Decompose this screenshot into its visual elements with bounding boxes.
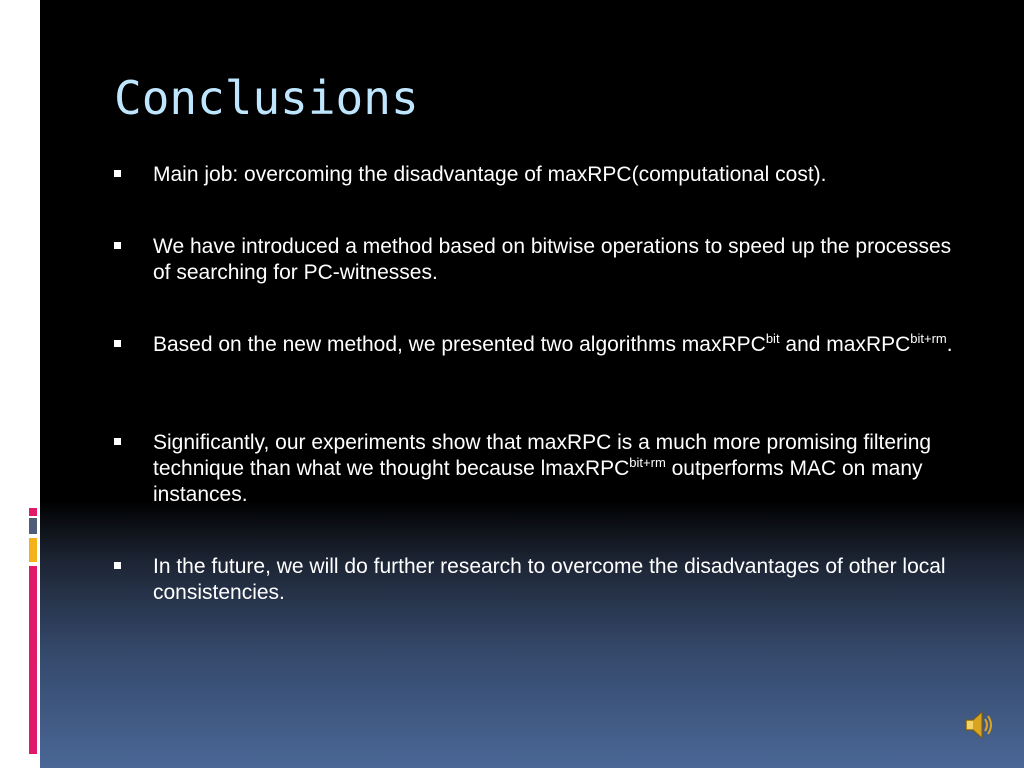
bullet-marker-icon (114, 242, 121, 249)
bullet-text-mid: and maxRPC (779, 333, 911, 356)
accent-bar-pink-long (29, 566, 37, 754)
superscript: bit (765, 331, 780, 346)
accent-bar-pink-small (29, 508, 37, 516)
bullet-text-pre: Based on the new method, we presented two algorithms maxRPC (153, 333, 766, 356)
bullet-item (114, 332, 953, 358)
accent-bar-gold (29, 538, 37, 562)
bullet-marker-icon (114, 170, 121, 177)
bullet-marker-icon (114, 562, 121, 569)
slide-title: Conclusions (114, 71, 419, 125)
bullet-item (114, 234, 964, 286)
bullet-text: Main job: overcoming the disadvantage of maxRPC(computational cost). (153, 163, 827, 186)
bullet-marker-icon (114, 340, 121, 347)
bullet-text: In the future, we will do further research to overcome the disadvantages of other local consistencies. (153, 555, 946, 604)
superscript: bit+rm (910, 331, 947, 346)
accent-bar-gray (29, 518, 37, 534)
bullet-item (114, 430, 964, 508)
bullet-text: We have introduced a method based on bitwise operations to speed up the processes of searching for PC-witnesses. (153, 235, 952, 284)
speaker-icon[interactable] (964, 708, 996, 742)
superscript: bit+rm (629, 455, 666, 470)
bullet-marker-icon (114, 438, 121, 445)
bullet-item (114, 554, 964, 606)
bullet-text-post: outperforms MAC on many instances. (153, 457, 923, 506)
bullet-item (114, 162, 827, 188)
bullet-text-post: . (946, 333, 953, 356)
bullet-text-pre: Significantly, our experiments show that maxRPC is a much more promising filtering technique than what we thought because lmaxRPC (153, 431, 932, 480)
